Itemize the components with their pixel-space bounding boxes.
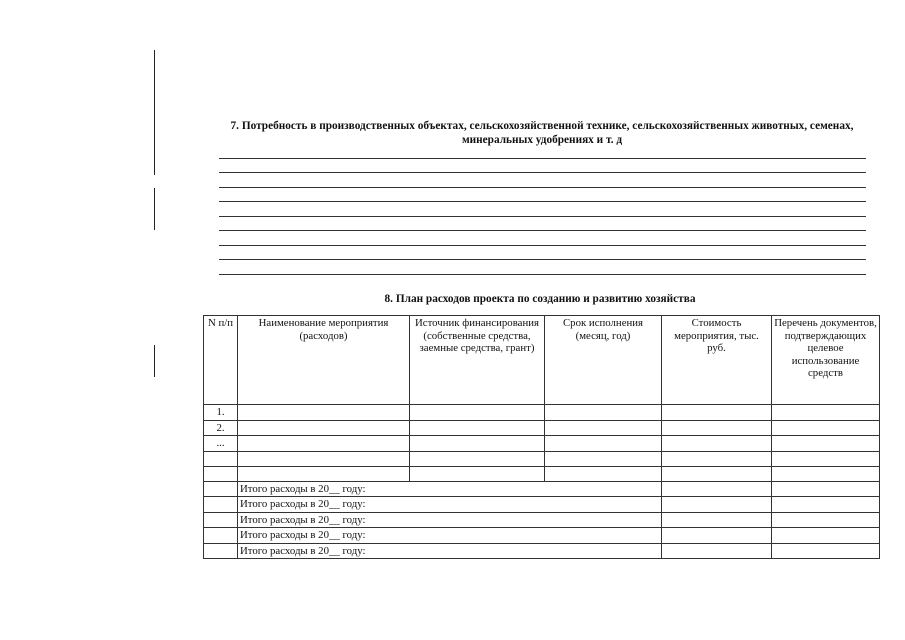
fill-line[interactable] [219,259,866,260]
table-cell[interactable] [772,528,880,544]
table-cell[interactable] [545,466,662,481]
table-cell[interactable] [772,405,880,421]
table-cell[interactable] [662,451,772,466]
col-header-deadline: Срок исполнения (месяц, год) [545,316,662,405]
left-margin-line-bottom [154,345,155,377]
table-cell[interactable] [545,451,662,466]
row-number: ... [204,436,238,452]
total-row [204,481,880,497]
table-cell[interactable] [238,436,410,452]
table-cell[interactable] [204,512,238,528]
table-cell[interactable] [662,405,772,421]
fill-line[interactable] [219,230,866,231]
table-cell[interactable] [772,420,880,436]
left-margin-line-lower [154,188,155,230]
table-cell[interactable] [410,405,545,421]
table-cell[interactable] [772,451,880,466]
left-margin-line [154,50,155,175]
fill-line[interactable] [219,172,866,173]
table-cell[interactable] [545,420,662,436]
table-cell[interactable] [772,497,880,513]
total-label: Итого расходы в 20__ году: [238,512,662,528]
table-cell[interactable] [410,436,545,452]
fill-line[interactable] [219,187,866,188]
table-header-row [204,316,880,405]
table-cell[interactable] [204,481,238,497]
table-cell[interactable] [204,497,238,513]
total-label: Итого расходы в 20__ году: [238,543,662,559]
total-label: Итого расходы в 20__ году: [238,481,662,497]
total-label: Итого расходы в 20__ году: [238,497,662,513]
table-cell[interactable] [410,451,545,466]
col-header-cost: Стоимость мероприятия, тыс. руб. [662,316,772,405]
col-header-activity: Наименование мероприятия (расходов) [238,316,410,405]
total-row [204,512,880,528]
row-number [204,466,238,481]
table-cell[interactable] [410,466,545,481]
col-header-documents: Перечень документов, подтверждающих целевое использование средств [772,316,880,405]
fill-line[interactable] [219,201,866,202]
total-row [204,543,880,559]
row-number [204,451,238,466]
table-row [204,420,880,436]
fill-line[interactable] [219,216,866,217]
table-cell[interactable] [545,405,662,421]
table-row [204,405,880,421]
table-cell[interactable] [772,436,880,452]
fill-line[interactable] [219,158,866,159]
section-7-title: 7. Потребность в производственных объектах, сельскохозяйственной технике, сельскохозяйственных животных, семенах, минеральных удобрениях и т. д [230,120,854,146]
table-cell[interactable] [238,451,410,466]
table-cell[interactable] [772,466,880,481]
total-label: Итого расходы в 20__ году: [238,528,662,544]
table-cell[interactable] [204,543,238,559]
table-row [204,466,880,481]
row-number: 1. [204,405,238,421]
total-row [204,528,880,544]
total-cost-cell[interactable] [662,512,772,528]
col-header-number: N п/п [204,316,238,405]
table-cell[interactable] [238,466,410,481]
table-cell[interactable] [662,466,772,481]
col-header-funding-source: Источник финансирования (собственные средства, заемные средства, грант) [410,316,545,405]
table-cell[interactable] [545,436,662,452]
total-cost-cell[interactable] [662,543,772,559]
table-cell[interactable] [238,405,410,421]
total-row [204,497,880,513]
table-cell[interactable] [204,528,238,544]
table-cell[interactable] [772,512,880,528]
row-number: 2. [204,420,238,436]
total-cost-cell[interactable] [662,481,772,497]
fill-line[interactable] [219,245,866,246]
expense-plan-table [203,315,880,559]
table-cell[interactable] [662,420,772,436]
table-row [204,451,880,466]
table-row [204,436,880,452]
total-cost-cell[interactable] [662,528,772,544]
section-8-title: 8. План расходов проекта по созданию и развитию хозяйства [384,293,696,305]
table-cell[interactable] [238,420,410,436]
table-cell[interactable] [410,420,545,436]
table-cell[interactable] [772,543,880,559]
fill-line[interactable] [219,274,866,275]
total-cost-cell[interactable] [662,497,772,513]
table-cell[interactable] [662,436,772,452]
table-cell[interactable] [772,481,880,497]
